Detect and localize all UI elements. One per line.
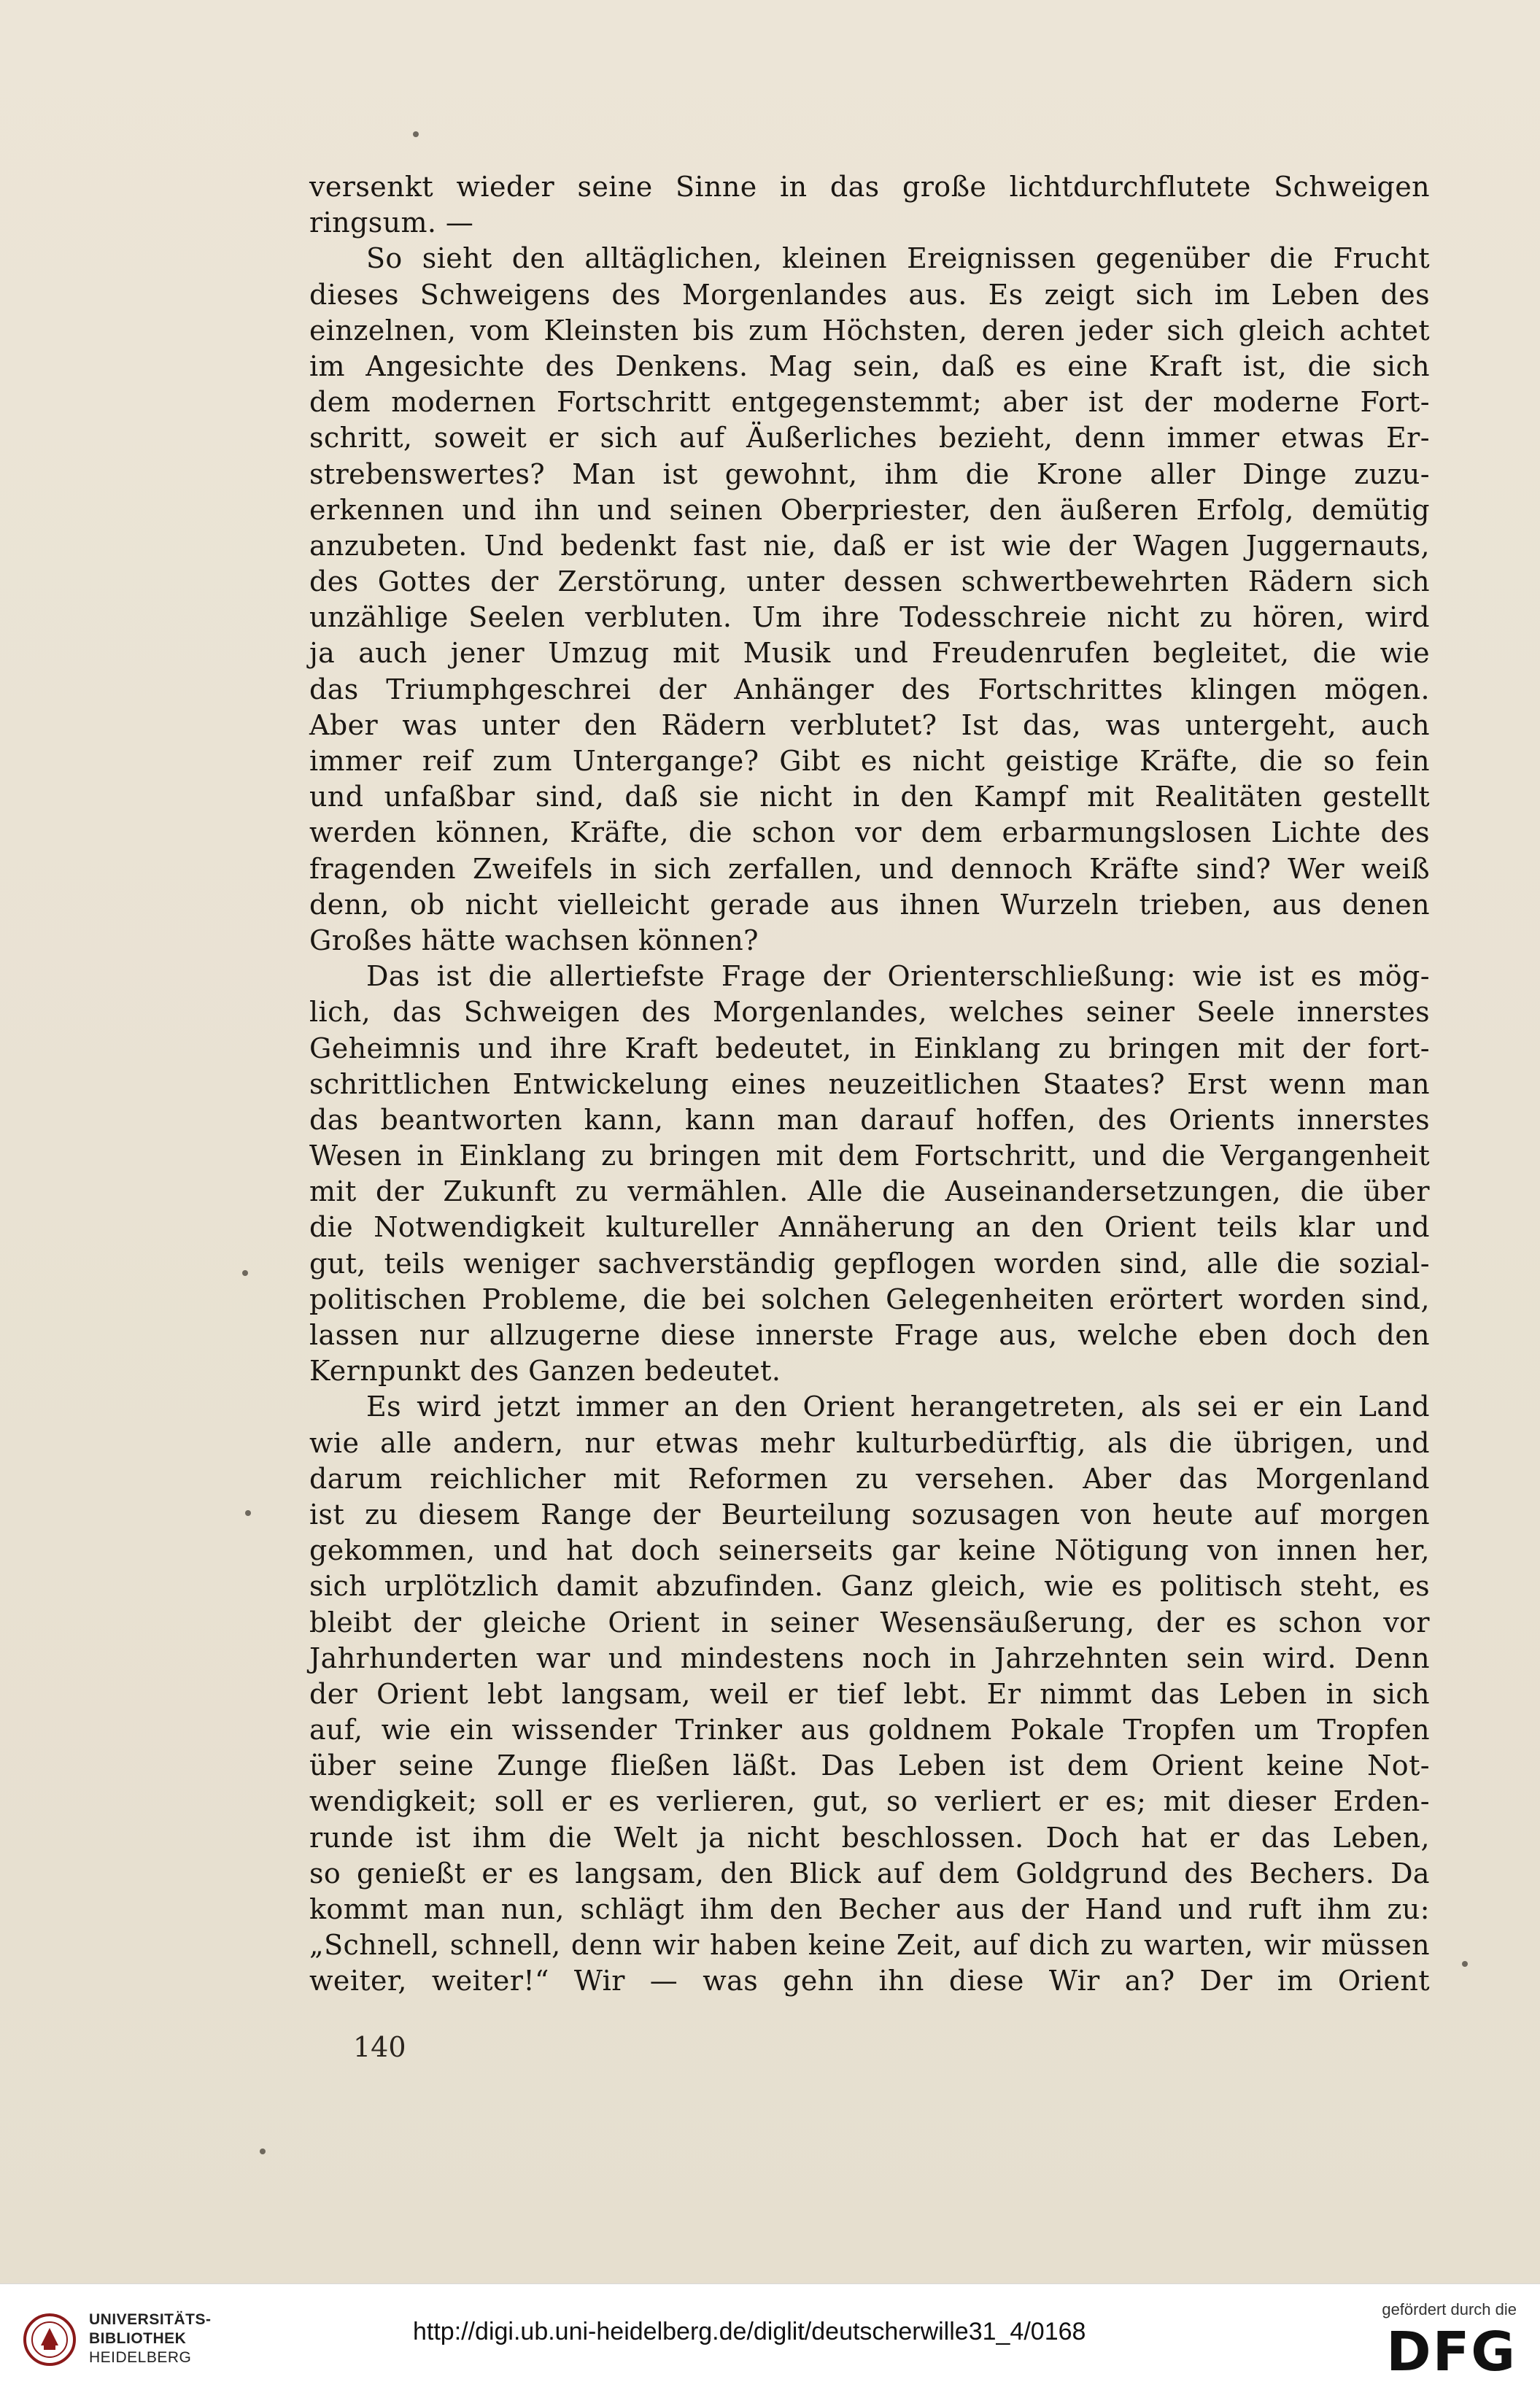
text-line: auf, wie ein wissender Trinker aus goldnem Pokale Tropfen um Tropfen bbox=[309, 1714, 1430, 1747]
text-line: das Triumphgeschrei der Anhänger des Fortschrittes klingen mögen. bbox=[309, 673, 1430, 705]
text-line: versenkt wieder seine Sinne in das große lichtdurchflutete Schweigen bbox=[309, 171, 1430, 203]
text-line: dem modernen Fortschritt entgegenstemmt; aber ist der moderne Fort- bbox=[309, 386, 1430, 419]
text-line: Kernpunkt des Ganzen bedeutet. bbox=[309, 1355, 781, 1388]
text-line: Das ist die allertiefste Frage der Orienterschließung: wie ist es mög- bbox=[366, 960, 1430, 993]
dfg-logo[interactable]: DFG bbox=[1386, 2321, 1517, 2383]
text-line: Großes hätte wachsen können? bbox=[309, 924, 759, 956]
text-line: ja auch jener Umzug mit Musik und Freudenrufen begleitet, die wie bbox=[309, 637, 1430, 670]
university-seal-icon bbox=[22, 2312, 77, 2367]
text-line: und unfaßbar sind, daß sie nicht in den Kampf mit Realitäten gestellt bbox=[309, 781, 1430, 813]
library-logo[interactable] bbox=[22, 2300, 212, 2380]
text-line: sich urplötzlich damit abzufinden. Ganz gleich, wie es politisch steht, es bbox=[309, 1570, 1430, 1603]
text-line: So sieht den alltäglichen, kleinen Ereignissen gegenüber die Frucht bbox=[366, 242, 1430, 275]
library-name-line2: BIBLIOTHEK bbox=[89, 2330, 187, 2347]
text-line: ist zu diesem Range der Beurteilung sozusagen von heute auf morgen bbox=[309, 1498, 1430, 1531]
text-line: im Angesichte des Denkens. Mag sein, daß es eine Kraft ist, die sich bbox=[309, 349, 1430, 382]
text-line: erkennen und ihn und seinen Oberpriester, den äußeren Erfolg, demütig bbox=[309, 493, 1430, 526]
text-line: schrittlichen Entwickelung eines neuzeitlichen Staates? Erst wenn man bbox=[309, 1067, 1430, 1100]
viewer-footer bbox=[0, 2283, 1540, 2398]
text-line: Aber was unter den Rädern verblutet? Ist das, was untergeht, auch bbox=[309, 708, 1430, 741]
scan-speck bbox=[242, 1270, 248, 1276]
text-line: Es wird jetzt immer an den Orient herangetreten, als sei er ein Land bbox=[366, 1391, 1430, 1423]
text-line: politischen Probleme, die bei solchen Gelegenheiten erörtert worden sind, bbox=[309, 1283, 1430, 1315]
text-line: dieses Schweigens des Morgenlandes aus. Es zeigt sich im Leben des bbox=[309, 278, 1430, 311]
funding-caption: gefördert durch die bbox=[1382, 2300, 1517, 2318]
text-line: wie alle andern, nur etwas mehr kulturbedürftig, als die übrigen, und bbox=[309, 1426, 1430, 1459]
text-line: runde ist ihm die Welt ja nicht beschlossen. Doch hat er das Leben, bbox=[309, 1821, 1430, 1854]
text-line: Jahrhunderten war und mindestens noch in Jahrzehnten sein wird. Denn bbox=[309, 1641, 1430, 1674]
text-line: lich, das Schweigen des Morgenlandes, welches seiner Seele innerstes bbox=[309, 996, 1430, 1029]
text-line: „Schnell, schnell, denn wir haben keine Zeit, auf dich zu warten, wir müssen bbox=[309, 1929, 1430, 1962]
scan-speck bbox=[413, 131, 419, 137]
text-line: kommt man nun, schlägt ihm den Becher aus der Hand und ruft ihm zu: bbox=[309, 1893, 1430, 1925]
text-line: Wesen in Einklang zu bringen mit dem Fortschritt, und die Vergangenheit bbox=[309, 1140, 1430, 1172]
text-line: darum reichlicher mit Reformen zu versehen. Aber das Morgenland bbox=[309, 1462, 1430, 1495]
text-line: strebenswertes? Man ist gewohnt, ihm die Krone aller Dinge zuzu- bbox=[309, 457, 1430, 490]
library-name-line1: UNIVERSITÄTS- bbox=[89, 2311, 212, 2328]
text-line: die Notwendigkeit kultureller Annäherung an den Orient teils klar und bbox=[309, 1211, 1430, 1244]
text-line: gut, teils weniger sachverständig gepflogen worden sind, alle die sozial- bbox=[309, 1247, 1430, 1280]
scan-speck bbox=[1462, 1961, 1468, 1967]
text-line: unzählige Seelen verbluten. Um ihre Todesschreie nicht zu hören, wird bbox=[309, 601, 1430, 634]
text-line: bleibt der gleiche Orient in seiner Wesensäußerung, der es schon vor bbox=[309, 1606, 1430, 1639]
library-name-line3: HEIDELBERG bbox=[89, 2349, 192, 2366]
text-line: gekommen, und hat doch seinerseits gar keine Nötigung von innen her, bbox=[309, 1534, 1430, 1567]
text-line: des Gottes der Zerstörung, unter dessen schwertbewehrten Rädern sich bbox=[309, 565, 1430, 598]
text-line: Geheimnis und ihre Kraft bedeutet, in Einklang zu bringen mit der fort- bbox=[309, 1032, 1430, 1064]
text-line: lassen nur allzugerne diese innerste Frage aus, welche eben doch den bbox=[309, 1319, 1430, 1351]
text-line: fragenden Zweifels in sich zerfallen, und dennoch Kräfte sind? Wer weiß bbox=[309, 852, 1430, 885]
text-line: schritt, soweit er sich auf Äußerliches bezieht, denn immer etwas Er- bbox=[309, 422, 1430, 455]
text-line: wendigkeit; soll er es verlieren, gut, so verliert er es; mit dieser Erden- bbox=[309, 1785, 1430, 1818]
text-line: einzelnen, vom Kleinsten bis zum Höchsten, deren jeder sich gleich achtet bbox=[309, 314, 1430, 347]
text-line: über seine Zunge fließen läßt. Das Leben ist dem Orient keine Not- bbox=[309, 1749, 1430, 1782]
text-line: anzubeten. Und bedenkt fast nie, daß er ist wie der Wagen Juggernauts, bbox=[309, 529, 1430, 562]
text-line: weiter, weiter!“ Wir — was gehn ihn diese Wir an? Der im Orient bbox=[309, 1965, 1430, 1997]
page-number: 140 bbox=[353, 2031, 406, 2063]
body-text bbox=[309, 169, 1430, 2000]
scan-speck bbox=[245, 1510, 251, 1516]
text-line: das beantworten kann, kann man darauf hoffen, des Orients innerstes bbox=[309, 1103, 1430, 1136]
text-line: ringsum. — bbox=[309, 206, 474, 239]
scan-speck bbox=[260, 2148, 266, 2154]
text-line: werden können, Kräfte, die schon vor dem erbarmungslosen Lichte des bbox=[309, 816, 1430, 849]
permalink-url[interactable]: http://digi.ub.uni-heidelberg.de/diglit/deutscherwille31_4/0168 bbox=[413, 2318, 1086, 2345]
text-line: der Orient lebt langsam, weil er tief lebt. Er nimmt das Leben in sich bbox=[309, 1677, 1430, 1710]
text-line: so genießt er es langsam, den Blick auf dem Goldgrund des Bechers. Da bbox=[309, 1857, 1430, 1890]
text-line: immer reif zum Untergange? Gibt es nicht geistige Kräfte, die so fein bbox=[309, 745, 1430, 777]
text-line: denn, ob nicht vielleicht gerade aus ihnen Wurzeln trieben, aus denen bbox=[309, 888, 1430, 921]
text-line: mit der Zukunft zu vermählen. Alle die Auseinandersetzungen, die über bbox=[309, 1175, 1430, 1208]
